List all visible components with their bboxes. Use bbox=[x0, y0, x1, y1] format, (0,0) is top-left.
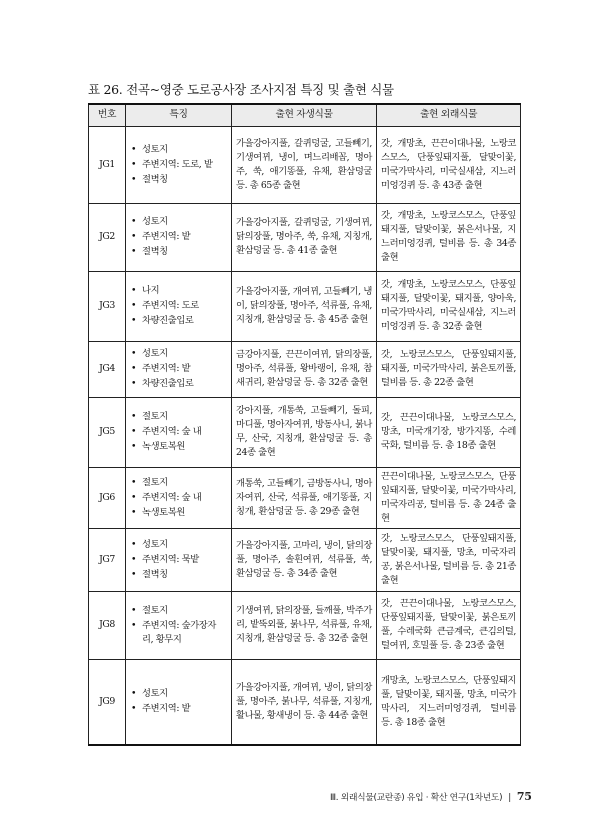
alien-plants-cell: 갓, 끈끈이대나물, 노랑코스모스, 단풍잎돼지풀, 달맞이꽃, 붉은토끼풀, 수레국화 큰금계국, 큰김의털, 털여뀌, 호밀풀 등. 총 23종 출현 bbox=[377, 591, 521, 659]
header-alien-plants: 출현 외래식물 bbox=[377, 104, 521, 126]
feature-list bbox=[130, 476, 227, 520]
native-plants-cell: 가을강아지풀, 갈퀴덩굴, 기생여뀌, 닭의장풀, 명아주, 쑥, 유채, 지칭개, 환삼덩굴 등. 총 41종 출현 bbox=[232, 203, 377, 271]
feature-list bbox=[130, 604, 227, 647]
feature-list bbox=[130, 284, 227, 328]
feature-list bbox=[130, 143, 227, 187]
footer-separator: | bbox=[508, 793, 511, 803]
feature-list bbox=[130, 410, 227, 454]
feature-item: • 절벽칭 bbox=[140, 568, 227, 582]
alien-plants-cell: 갓, 개망초, 끈끈이대나물, 노랑코스모스, 단풍잎돼지풀, 달맞이꽃, 미국가막사리, 미국실새삼, 지느러미엉겅퀴 등. 총 43종 출현 bbox=[377, 126, 521, 203]
table-body bbox=[89, 126, 521, 745]
table-row bbox=[89, 271, 521, 341]
feature-item: • 주변지역: 도로 bbox=[140, 299, 227, 313]
table-header-row bbox=[89, 104, 521, 126]
feature-list bbox=[130, 538, 227, 582]
table-row bbox=[89, 397, 521, 467]
native-plants-cell: 금강아지풀, 끈끈이여뀌, 닭의장풀, 명아주, 석류풀, 왕바랭이, 유채, 참새귀리, 환삼덩굴 등. 총 32종 출현 bbox=[232, 341, 377, 397]
feature-item: • 성토지 bbox=[140, 538, 227, 552]
feature-item: • 절벽칭 bbox=[140, 173, 227, 187]
site-features bbox=[126, 126, 232, 203]
site-code: JG3 bbox=[89, 271, 126, 341]
alien-plants-cell: 갓, 끈끈이대나물, 노랑코스모스, 망초, 미국개기장, 방가지똥, 수레국화, 털비름 등. 총 18종 출현 bbox=[377, 397, 521, 467]
site-code: JG9 bbox=[89, 659, 126, 745]
feature-item: • 주변지역: 묵밭 bbox=[140, 553, 227, 567]
site-code: JG7 bbox=[89, 528, 126, 591]
table-row bbox=[89, 467, 521, 528]
header-code: 번호 bbox=[89, 104, 126, 126]
site-features bbox=[126, 591, 232, 659]
table-row bbox=[89, 591, 521, 659]
alien-plants-cell: 갓, 노랑코스모스, 단풍잎돼지풀, 돼지풀, 미국가막사리, 붉은토끼풀, 털비름 등. 총 22종 출현 bbox=[377, 341, 521, 397]
page-footer bbox=[330, 790, 532, 803]
feature-item: • 차량진출입로 bbox=[140, 377, 227, 391]
site-code: JG6 bbox=[89, 467, 126, 528]
alien-plants-cell: 갓, 개망초, 노랑코스모스, 단풍잎돼지풀, 달맞이꽃, 붉은서나물, 지느러미엉겅퀴, 털비름 등. 총 34종 출현 bbox=[377, 203, 521, 271]
feature-item: • 차량진출입로 bbox=[140, 314, 227, 328]
site-code: JG5 bbox=[89, 397, 126, 467]
table-row bbox=[89, 528, 521, 591]
feature-list bbox=[130, 215, 227, 259]
site-features bbox=[126, 203, 232, 271]
native-plants-cell: 가을강아지풀, 개여뀌, 고들빼기, 냉이, 닭의장풀, 명아주, 석류풀, 유채, 지칭개, 환삼덩굴 등. 총 45종 출현 bbox=[232, 271, 377, 341]
feature-item: • 주변지역: 밭 bbox=[140, 702, 227, 716]
site-features bbox=[126, 528, 232, 591]
feature-item: • 절토지 bbox=[140, 604, 227, 618]
feature-list bbox=[130, 347, 227, 391]
native-plants-cell: 강아지풀, 개통쑥, 고들빼기, 돌피, 마디풀, 명아자여뀌, 방동사니, 붉나무, 산국, 지칭개, 환삼덩굴 등. 총 24종 출현 bbox=[232, 397, 377, 467]
survey-table bbox=[88, 103, 521, 746]
site-features bbox=[126, 271, 232, 341]
table-row bbox=[89, 341, 521, 397]
native-plants-cell: 가을강아지풀, 갈퀴덩굴, 고들빼기, 기생여뀌, 냉이, 며느리배꼽, 명아주, 쑥, 애기똥풀, 유채, 환삼덩굴 등. 총 65종 출현 bbox=[232, 126, 377, 203]
feature-item: • 주변지역: 밭 bbox=[140, 362, 227, 376]
feature-list bbox=[130, 687, 227, 716]
alien-plants-cell: 갓, 개망초, 노랑코스모스, 단풍잎돼지풀, 달맞이꽃, 돼지풀, 양아욱, 미국가막사리, 미국실새삼, 지느러미엉겅퀴 등. 총 32종 출현 bbox=[377, 271, 521, 341]
site-code: JG1 bbox=[89, 126, 126, 203]
feature-item: • 성토지 bbox=[140, 215, 227, 229]
running-title: Ⅲ. 외래식물(교란종) 유입 · 확산 연구(1차년도) bbox=[330, 793, 503, 803]
site-features bbox=[126, 397, 232, 467]
site-code: JG2 bbox=[89, 203, 126, 271]
site-features bbox=[126, 341, 232, 397]
alien-plants-cell: 갓, 노랑코스모스, 단풍잎돼지풀, 달맞이꽃, 돼지풀, 망초, 미국자리공, 붉은서나물, 털비름 등. 총 21종 출현 bbox=[377, 528, 521, 591]
table-row bbox=[89, 203, 521, 271]
feature-item: • 녹생토복원 bbox=[140, 440, 227, 454]
feature-item: • 절토지 bbox=[140, 410, 227, 424]
feature-item: • 주변지역: 숲가장자리, 황무지 bbox=[140, 619, 227, 647]
feature-item: • 성토지 bbox=[140, 687, 227, 701]
site-code: JG4 bbox=[89, 341, 126, 397]
table-caption: 표 26. 전곡~영중 도로공사장 조사지점 특징 및 출현 식물 bbox=[88, 82, 394, 97]
native-plants-cell: 개통쑥, 고들빼기, 금방동사니, 명아자여뀌, 산국, 석류풀, 애기똥풀, 지칭개, 환삼덩굴 등. 총 29종 출현 bbox=[232, 467, 377, 528]
native-plants-cell: 기생여뀌, 닭의장풀, 들깨풀, 박주가리, 밭뚝외풀, 붉나무, 석류풀, 유채, 지칭개, 환삼덩굴 등. 총 32종 출현 bbox=[232, 591, 377, 659]
native-plants-cell: 가을강아지풀, 개여뀌, 냉이, 닭의장풀, 명아주, 붉나무, 석류풀, 지칭개, 활나물, 황새냉이 등. 총 44종 출현 bbox=[232, 659, 377, 745]
native-plants-cell: 가을강아지풀, 고마리, 냉이, 닭의장풀, 명아주, 솔흰여뀌, 석류풀, 쑥, 환삼덩굴 등. 총 34종 출현 bbox=[232, 528, 377, 591]
feature-item: • 주변지역: 도로, 밭 bbox=[140, 158, 227, 172]
header-native-plants: 출현 자생식물 bbox=[232, 104, 377, 126]
feature-item: • 성토지 bbox=[140, 143, 227, 157]
feature-item: • 나지 bbox=[140, 284, 227, 298]
table-row bbox=[89, 126, 521, 203]
alien-plants-cell: 끈끈이대나물, 노랑코스모스, 단풍잎돼지풀, 달맞이꽃, 미국가막사리, 미국자리공, 털비름 등. 총 24종 출현 bbox=[377, 467, 521, 528]
page-number: 75 bbox=[516, 790, 532, 803]
site-code: JG8 bbox=[89, 591, 126, 659]
alien-plants-cell: 개망초, 노랑코스모스, 단풍잎돼지풀, 달맞이꽃, 돼지풀, 망초, 미국가막사리, 지느러미엉겅퀴, 털비름 등. 총 18종 출현 bbox=[377, 659, 521, 745]
feature-item: • 주변지역: 숲 내 bbox=[140, 491, 227, 505]
feature-item: • 절토지 bbox=[140, 476, 227, 490]
feature-item: • 녹생토복원 bbox=[140, 506, 227, 520]
feature-item: • 성토지 bbox=[140, 347, 227, 361]
site-features bbox=[126, 467, 232, 528]
feature-item: • 주변지역: 밭 bbox=[140, 230, 227, 244]
feature-item: • 절벽칭 bbox=[140, 245, 227, 259]
header-features: 특징 bbox=[126, 104, 232, 126]
site-features bbox=[126, 659, 232, 745]
table-row bbox=[89, 659, 521, 745]
feature-item: • 주변지역: 숲 내 bbox=[140, 425, 227, 439]
